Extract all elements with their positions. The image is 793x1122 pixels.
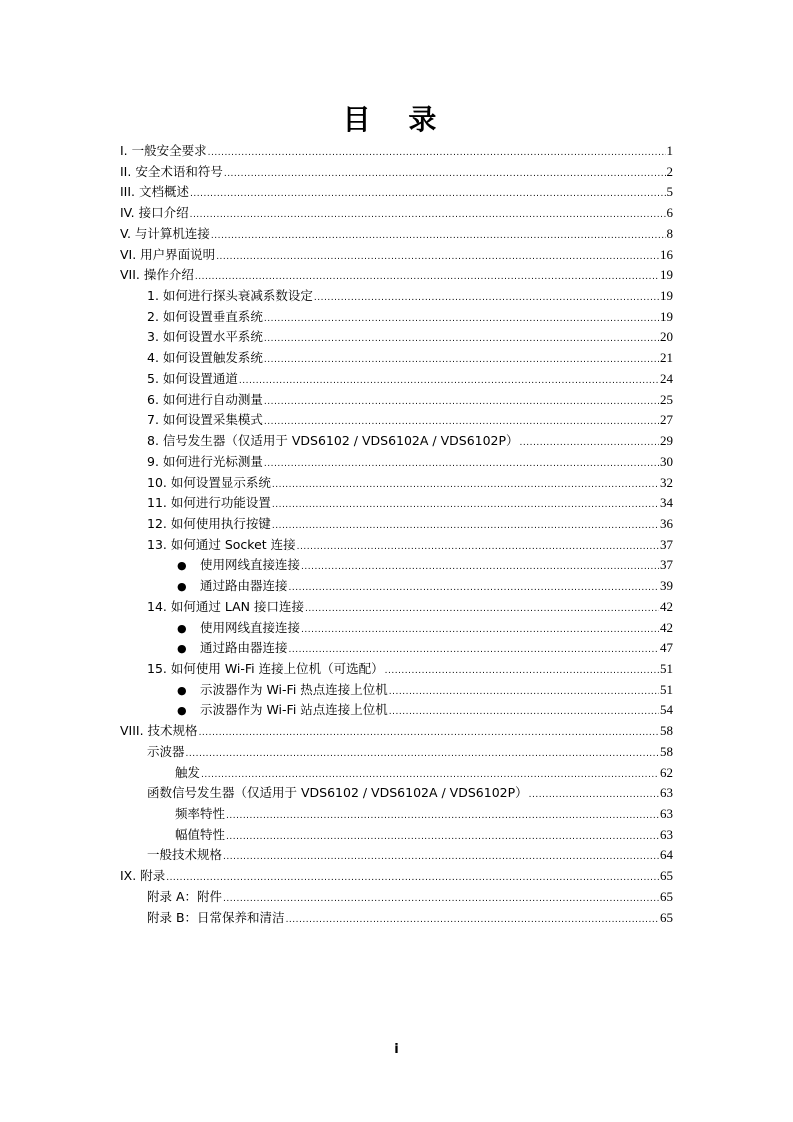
toc-entry-title: 使用网线直接连接 xyxy=(200,557,301,573)
toc-entry[interactable] xyxy=(120,473,673,494)
toc-entry-title: 通过路由器连接 xyxy=(200,578,288,594)
toc-entry-page: 19 xyxy=(660,308,673,324)
page-number: i xyxy=(394,1042,399,1057)
toc-entry-title: V. 与计算机连接 xyxy=(120,225,210,241)
toc-entry-title: 15. 如何使用 Wi-Fi 连接上位机（可选配） xyxy=(147,660,384,676)
toc-entry-title: 5. 如何设置通道 xyxy=(147,370,238,386)
toc-entry-title: 8. 信号发生器（仅适用于 VDS6102 / VDS6102A / VDS6102P） xyxy=(147,433,519,449)
dot-leader xyxy=(301,620,659,641)
toc-entry-page: 34 xyxy=(660,495,673,511)
toc-entry-page: 24 xyxy=(660,370,673,386)
toc-entry[interactable] xyxy=(120,493,673,514)
toc-entry[interactable] xyxy=(120,742,673,763)
toc-entry[interactable] xyxy=(120,286,673,307)
toc-entry-title: IX. 附录 xyxy=(120,868,166,884)
toc-entry-page: 47 xyxy=(660,640,673,656)
dot-leader xyxy=(264,454,659,475)
toc-entry[interactable] xyxy=(120,369,673,390)
toc-entry-page: 30 xyxy=(660,453,673,469)
dot-leader xyxy=(385,661,659,682)
bullet-icon: ● xyxy=(177,559,187,573)
toc-entry[interactable] xyxy=(120,804,673,825)
toc-entry-page: 19 xyxy=(660,288,673,304)
toc-entry-page: 37 xyxy=(660,536,673,552)
toc-entry-page: 63 xyxy=(660,826,673,842)
dot-leader xyxy=(190,184,665,205)
toc-entry[interactable] xyxy=(120,576,673,597)
toc-entry-page: 29 xyxy=(660,433,673,449)
toc-entry-page: 62 xyxy=(660,764,673,780)
toc-entry-title: 附录 B：日常保养和清洁 xyxy=(147,909,285,925)
dot-leader xyxy=(289,578,659,599)
dot-leader xyxy=(301,557,659,578)
toc-entry-page: 6 xyxy=(666,205,673,221)
toc-entry-title: 6. 如何进行自动测量 xyxy=(147,391,263,407)
toc-entry-title: 函数信号发生器（仅适用于 VDS6102 / VDS6102A / VDS6102P） xyxy=(147,785,528,801)
toc-entry[interactable] xyxy=(120,825,673,846)
toc-entry-page: 54 xyxy=(660,702,673,718)
dot-leader xyxy=(520,433,659,454)
toc-entry[interactable] xyxy=(120,203,673,224)
dot-leader xyxy=(223,847,659,868)
toc-entry-title: 触发 xyxy=(175,764,201,780)
dot-leader xyxy=(264,392,659,413)
toc-entry[interactable] xyxy=(120,555,673,576)
dot-leader xyxy=(190,205,666,226)
toc-entry-title: IV. 接口介绍 xyxy=(120,205,189,221)
dot-leader xyxy=(208,143,666,164)
toc-entry-page: 64 xyxy=(660,847,673,863)
dot-leader xyxy=(199,723,659,744)
toc-entry-title: 3. 如何设置水平系统 xyxy=(147,329,263,345)
toc-entry-title: 示波器作为 Wi-Fi 站点连接上位机 xyxy=(200,702,388,718)
dot-leader xyxy=(223,889,659,910)
toc-entry[interactable] xyxy=(120,431,673,452)
dot-leader xyxy=(211,226,666,247)
toc-entry-page: 19 xyxy=(660,267,673,283)
dot-leader xyxy=(195,267,659,288)
toc-entry-title: 9. 如何进行光标测量 xyxy=(147,453,263,469)
toc-entry[interactable] xyxy=(120,390,673,411)
bullet-icon: ● xyxy=(177,704,187,718)
toc-entry-page: 36 xyxy=(660,515,673,531)
toc-entry[interactable] xyxy=(120,597,673,618)
toc-entry-title: 11. 如何进行功能设置 xyxy=(147,495,271,511)
toc-entry-title: VIII. 技术规格 xyxy=(120,723,198,739)
toc-entry[interactable] xyxy=(120,141,673,162)
dot-leader xyxy=(226,806,659,827)
toc-entry-page: 63 xyxy=(660,806,673,821)
toc-entry-page: 63 xyxy=(660,785,673,801)
toc-entry[interactable] xyxy=(120,659,673,680)
toc-entry-title: VII. 操作介绍 xyxy=(120,267,194,283)
dot-leader xyxy=(314,288,659,309)
toc-entry-title: 通过路由器连接 xyxy=(200,640,288,656)
toc-entry[interactable] xyxy=(120,162,673,183)
dot-leader xyxy=(216,247,659,268)
dot-leader xyxy=(264,329,659,350)
toc-entry-page: 39 xyxy=(660,578,673,594)
toc-entry[interactable] xyxy=(120,514,673,535)
toc-entry-page: 58 xyxy=(660,743,673,759)
toc-entry-page: 21 xyxy=(660,350,673,366)
toc-entry-title: VI. 用户界面说明 xyxy=(120,246,216,262)
bullet-icon: ● xyxy=(177,621,187,635)
toc-entry-title: III. 文档概述 xyxy=(120,184,190,200)
toc-entry-page: 27 xyxy=(660,412,673,428)
toc-entry-page: 1 xyxy=(666,143,673,158)
toc-entry-page: 2 xyxy=(666,163,673,179)
toc-entry-page: 42 xyxy=(660,619,673,635)
toc-entry-title: 4. 如何设置触发系统 xyxy=(147,350,263,366)
toc-entry-page: 25 xyxy=(660,391,673,407)
dot-leader xyxy=(264,309,659,330)
toc-entry-title: 7. 如何设置采集模式 xyxy=(147,412,263,428)
toc-entry-page: 65 xyxy=(660,888,673,904)
toc-entry[interactable] xyxy=(120,182,673,203)
toc-entry-page: 51 xyxy=(660,660,673,676)
toc-entry-title: 12. 如何使用执行按键 xyxy=(147,515,271,531)
toc-entry[interactable] xyxy=(120,535,673,556)
toc-entry-page: 65 xyxy=(660,909,673,925)
toc-entry[interactable] xyxy=(120,327,673,348)
toc-entry-title: 10. 如何设置显示系统 xyxy=(147,474,271,490)
toc-entry[interactable] xyxy=(120,618,673,639)
dot-leader xyxy=(272,475,659,496)
dot-leader xyxy=(272,516,659,537)
toc-entry-title: 1. 如何进行探头衰减系数设定 xyxy=(147,288,313,304)
toc-entry[interactable] xyxy=(120,348,673,369)
toc-entry-page: 20 xyxy=(660,329,673,345)
toc-entry[interactable] xyxy=(120,783,673,804)
toc-entry-title: 一般技术规格 xyxy=(147,847,223,863)
toc-entry-page: 58 xyxy=(660,723,673,739)
dot-leader xyxy=(389,702,659,723)
toc-title: 目 录 xyxy=(342,103,451,136)
toc-entry[interactable] xyxy=(120,908,673,929)
toc-entry-title: 14. 如何通过 LAN 接口连接 xyxy=(147,598,304,614)
dot-leader xyxy=(289,640,659,661)
bullet-icon: ● xyxy=(177,683,187,697)
toc-entry-title: 使用网线直接连接 xyxy=(200,619,301,635)
toc-entry[interactable] xyxy=(120,224,673,245)
toc-entry-title: I. 一般安全要求 xyxy=(120,143,207,158)
toc-entry[interactable] xyxy=(120,245,673,266)
bullet-icon: ● xyxy=(177,580,187,594)
dot-leader xyxy=(239,371,659,392)
toc-entry[interactable] xyxy=(120,763,673,784)
toc-entry-page: 32 xyxy=(660,474,673,490)
dot-leader xyxy=(264,412,659,433)
toc-entry-page: 42 xyxy=(660,598,673,614)
toc-entry-page: 5 xyxy=(666,184,673,200)
dot-leader xyxy=(166,868,659,889)
dot-leader xyxy=(297,537,659,558)
dot-leader xyxy=(272,495,659,516)
toc-entry[interactable] xyxy=(120,410,673,431)
toc-entry-title: 示波器作为 Wi-Fi 热点连接上位机 xyxy=(200,681,388,697)
dot-leader xyxy=(389,682,659,703)
dot-leader xyxy=(186,744,659,765)
dot-leader xyxy=(286,910,659,931)
toc-entry[interactable] xyxy=(120,452,673,473)
toc-entry-page: 65 xyxy=(660,868,673,884)
toc-entry[interactable] xyxy=(120,700,673,721)
toc-entry-page: 51 xyxy=(660,681,673,697)
dot-leader xyxy=(264,350,659,371)
bullet-icon: ● xyxy=(177,642,187,656)
toc-entry-title: 示波器 xyxy=(147,743,185,759)
toc-entry[interactable] xyxy=(120,866,673,887)
toc-entry[interactable] xyxy=(120,887,673,908)
toc-entry-page: 37 xyxy=(660,557,673,573)
toc-entry-title: 附录 A：附件 xyxy=(147,888,223,904)
toc-entry-title: 2. 如何设置垂直系统 xyxy=(147,308,263,324)
toc-entry-page: 8 xyxy=(666,225,673,241)
toc-entry-title: 频率特性 xyxy=(175,806,226,821)
toc-entry[interactable] xyxy=(120,638,673,659)
toc-entry-page: 16 xyxy=(660,246,673,262)
toc-entry-title: 幅值特性 xyxy=(175,826,226,842)
toc-entry-title: 13. 如何通过 Socket 连接 xyxy=(147,536,296,552)
toc-entry[interactable] xyxy=(120,845,673,866)
dot-leader xyxy=(305,599,659,620)
dot-leader xyxy=(224,164,666,185)
toc-entry[interactable] xyxy=(120,307,673,328)
dot-leader xyxy=(201,765,659,786)
toc-entry[interactable] xyxy=(120,265,673,286)
toc-entry-title: II. 安全术语和符号 xyxy=(120,163,223,179)
dot-leader xyxy=(529,785,659,806)
toc-entry[interactable] xyxy=(120,721,673,742)
table-of-contents xyxy=(120,141,673,928)
toc-entry[interactable] xyxy=(120,680,673,701)
dot-leader xyxy=(226,827,659,848)
